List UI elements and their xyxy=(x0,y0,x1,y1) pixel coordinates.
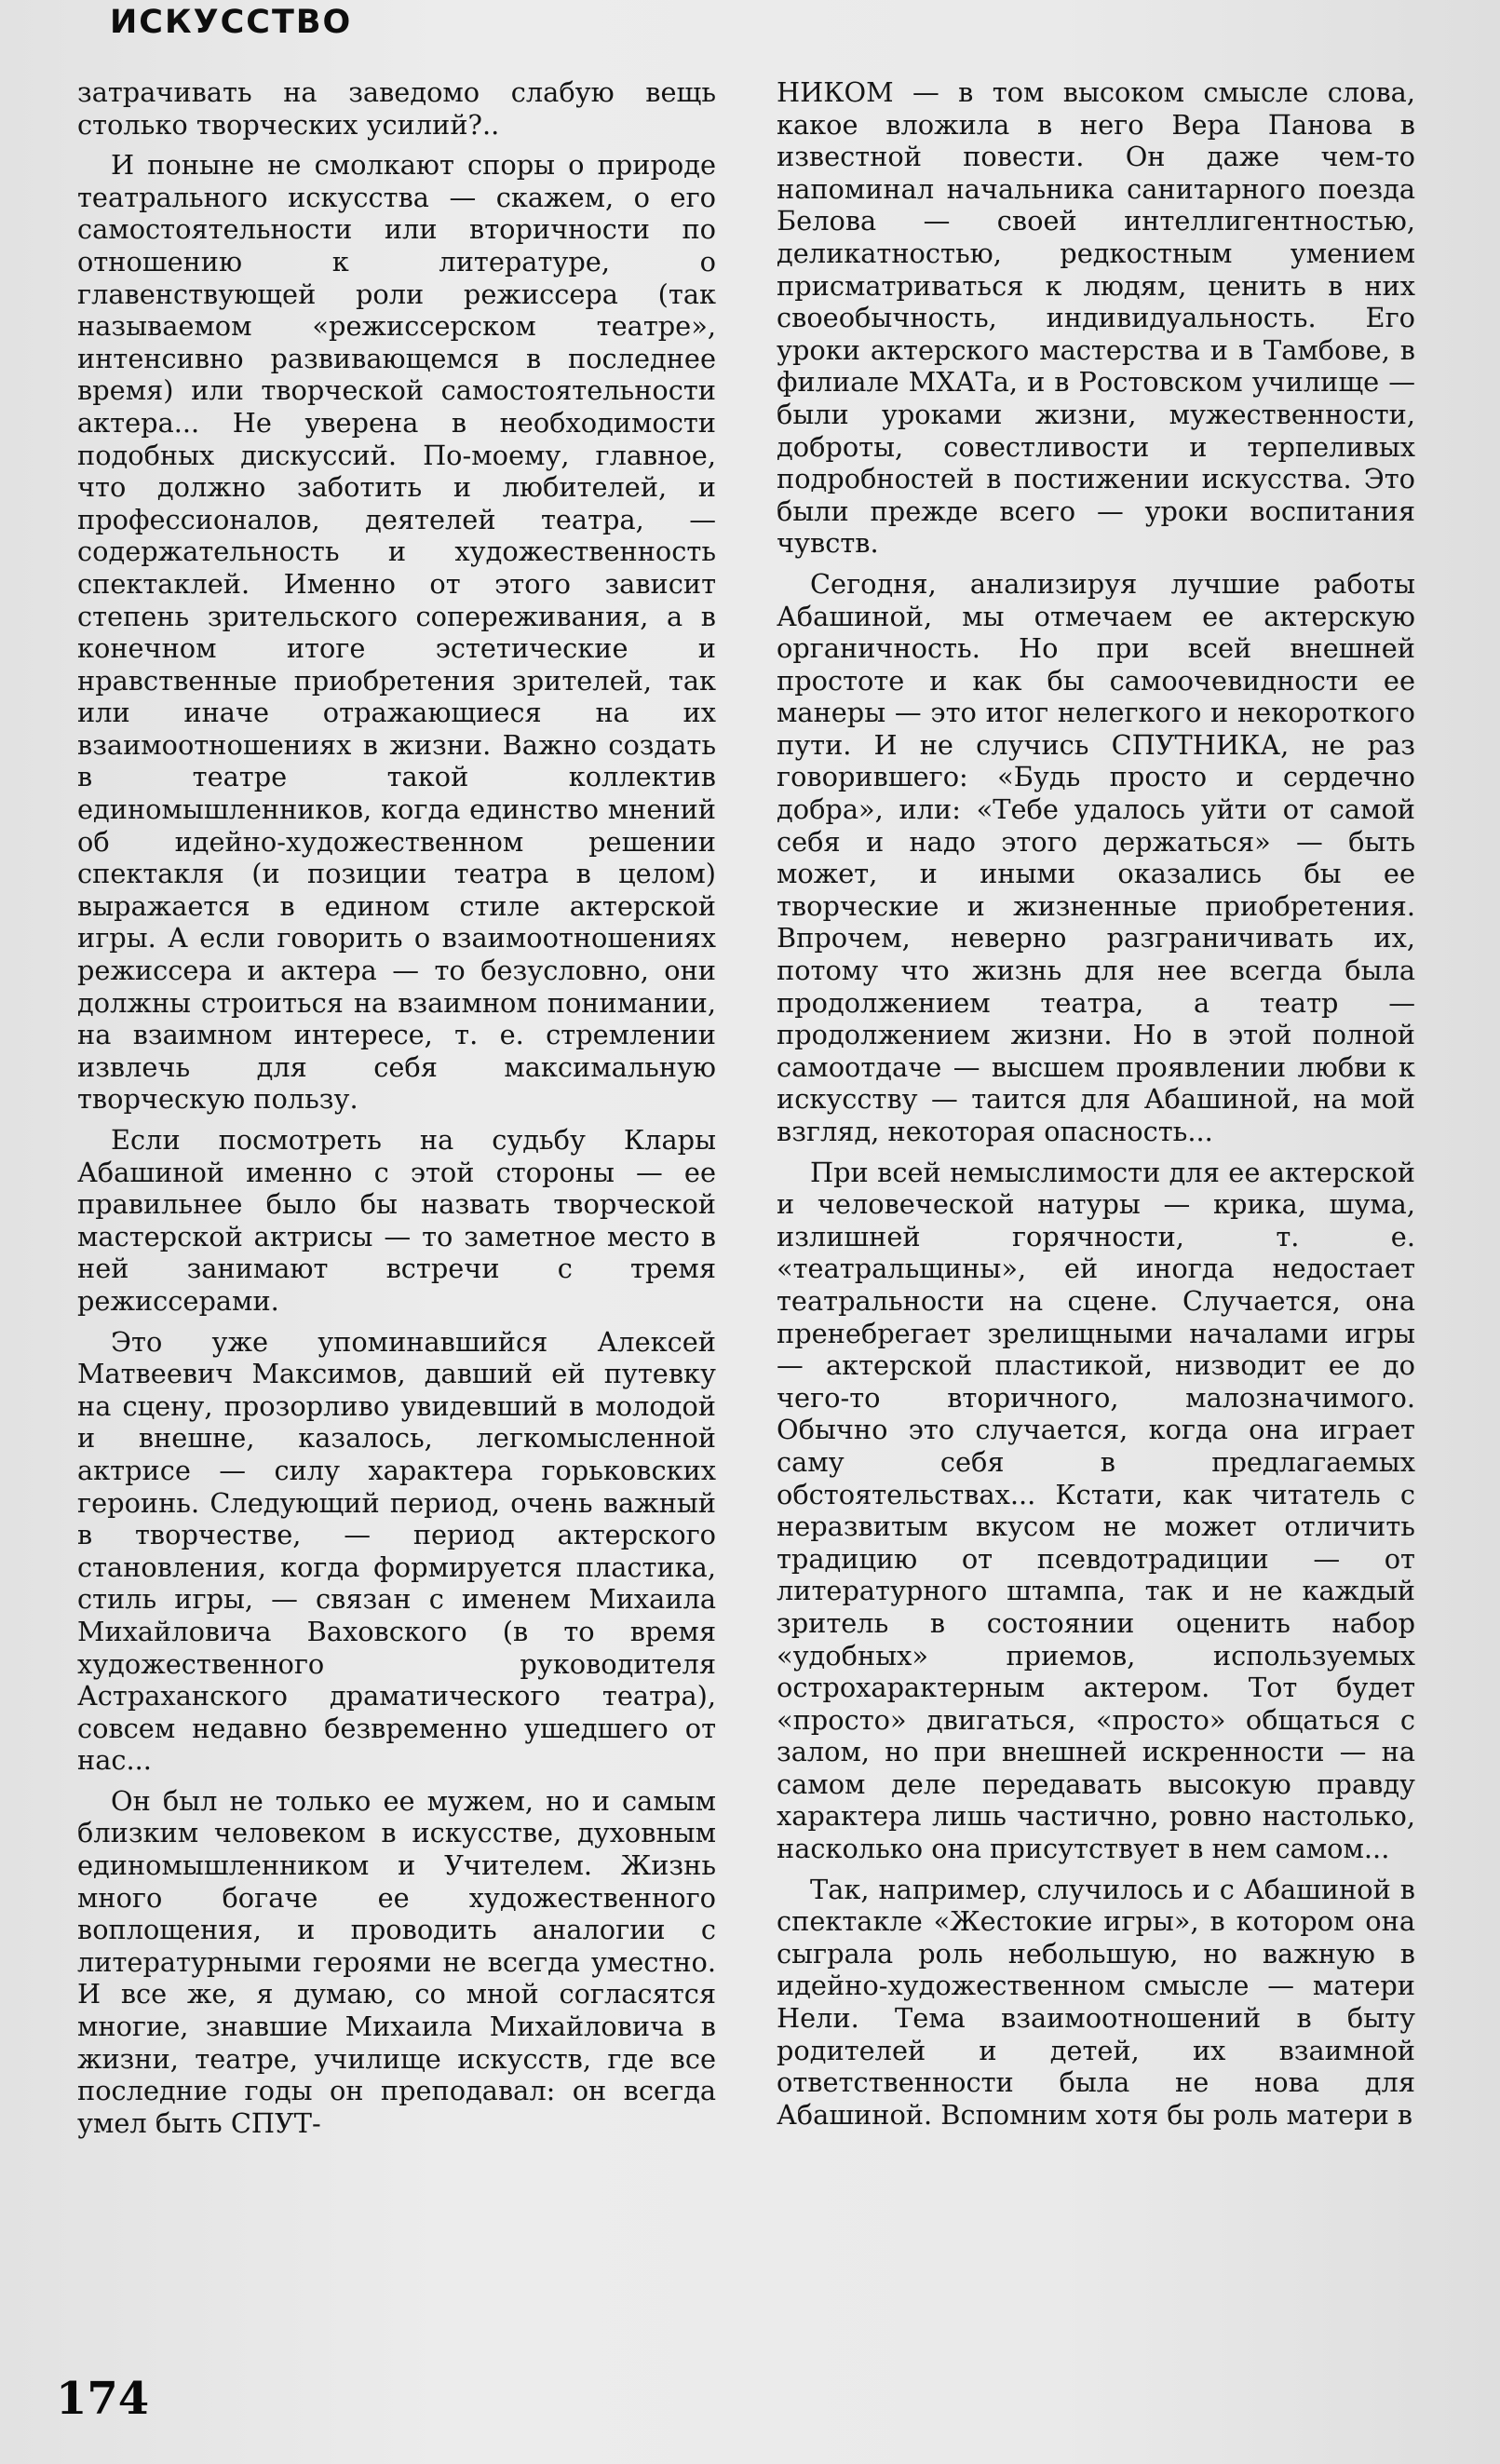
left-paragraph-2: И поныне не смолкают споры о природе театрального искусства — скажем, о его самостоятельности или вторичности по отношению к литературе, о главенствующей роли режиссера (так называемом «режиссерском театре», интенсивно развивающемся в последнее время) или творческой самостоятельности актера... Не уверена в необходимости подобных дискуссий. По-моему, главное, что должно заботить и любителей, и профессионалов, деятелей театра, — содержательность и художественность спектаклей. Именно от этого зависит степень зрительского сопереживания, а в конечном итоге эстетические и нравственные приобретения зрителей, так или иначе отражающиеся на их взаимоотношениях в жизни. Важно создать в театре такой коллектив единомышленников, когда единство мнений об идейно-художественном решении спектакля (и позиции театра в целом) выражается в едином стиле актерской игры. А если говорить о взаимоотношениях режиссера и актера — то безусловно, они должны строиться на взаимном понимании, на взаимном интересе, т. е. стремлении извлечь для себя максимальную творческую пользу. xyxy=(77,149,716,1116)
right-column xyxy=(777,76,1415,2139)
right-paragraph-2: Сегодня, анализируя лучшие работы Абашиной, мы отмечаем ее актерскую органичность. Но при всей внешней простоте и как бы самоочевидности ее манеры — это итог нелегкого и некороткого пути. И не случись СПУТНИКА, не раз говорившего: «Будь просто и сердечно добра», или: «Тебе удалось уйти от самой себя и надо этого держаться» — быть может, и иными оказались бы ее творческие и жизненные приобретения. Впрочем, неверно разграничивать их, потому что жизнь для нее всегда была продолжением театра, а театр — продолжением жизни. Но в этой полной самоотдаче — высшем проявлении любви к искусству — таится для Абашиной, на мой взгляд, некоторая опасность... xyxy=(777,567,1415,1147)
left-column xyxy=(77,76,716,2147)
right-paragraph-1: НИКОМ — в том высоком смысле слова, какое вложила в него Вера Панова в известной повести. Он даже чем-то напоминал начальника санитарного поезда Белова — своей интеллигентностью, деликатностью, редкостным умением присматриваться к людям, ценить в них своеобычность, индивидуальность. Его уроки актерского мастерства и в Тамбове, в филиале МХАТа, и в Ростовском училище — были уроками жизни, мужественности, доброты, совестливости и терпеливых подробностей в постижении искусства. Это были прежде всего — уроки воспитания чувств. xyxy=(777,76,1415,560)
left-paragraph-1: затрачивать на заведомо слабую вещь столько творческих усилий?.. xyxy=(77,76,716,141)
right-paragraph-4: Так, например, случилось и с Абашиной в спектакле «Жестокие игры», в котором она сыграла роль небольшую, но важную в идейно-художественном смысле — матери Нели. Тема взаимоотношений в быту родителей и детей, их взаимной ответственности была не нова для Абашиной. Вспомним хотя бы роль матери в xyxy=(777,1873,1415,2131)
section-title: ИСКУССТВО xyxy=(110,4,353,41)
left-paragraph-5: Он был не только ее мужем, но и самым близким человеком в искусстве, духовным единомышленником и Учителем. Жизнь много богаче ее художественного воплощения, и проводить аналогии с литературными героями не всегда уместно. И все же, я думаю, со мной согласятся многие, знавшие Михаила Михайловича в жизни, театре, училище искусств, где все последние годы он преподавал: он всегда умел быть СПУТ- xyxy=(77,1784,716,2139)
left-paragraph-4: Это уже упоминавшийся Алексей Матвеевич Максимов, давший ей путевку на сцену, прозорливо увидевший в молодой и внешне, казалось, легкомысленной актрисе — силу характера горьковских героинь. Следующий период, очень важный в творчестве, — период актерского становления, когда формируется пластика, стиль игры, — связан с именем Михаила Михайловича Ваховского (в то время художественного руководителя Астраханского драматического театра), совсем недавно безвременно ушедшего от нас... xyxy=(77,1325,716,1777)
page-number: 174 xyxy=(56,2373,150,2425)
right-paragraph-3: При всей немыслимости для ее актерской и человеческой натуры — крика, шума, излишней горячности, т. е. «театральщины», ей иногда недостает театральности на сцене. Случается, она пренебрегает зрелищными началами игры — актерской пластикой, низводит ее до чего-то вторичного, малозначимого. Обычно это случается, когда она играет саму себя в предлагаемых обстоятельствах... Кстати, как читатель с неразвитым вкусом не может отличить традицию от псевдотрадиции — от литературного штампа, так и не каждый зритель в состоянии оценить набор «удобных» приемов, используемых острохарактерным актером. Тот будет «просто» двигаться, «просто» общаться с залом, но при внешней искренности — на самом деле передавать высокую правду характера лишь частично, ровно настолько, насколько она присутствует в нем самом... xyxy=(777,1156,1415,1865)
left-paragraph-3: Если посмотреть на судьбу Клары Абашиной именно с этой стороны — ее правильнее было бы назвать творческой мастерской актрисы — то заметное место в ней занимают встречи с тремя режиссерами. xyxy=(77,1124,716,1317)
